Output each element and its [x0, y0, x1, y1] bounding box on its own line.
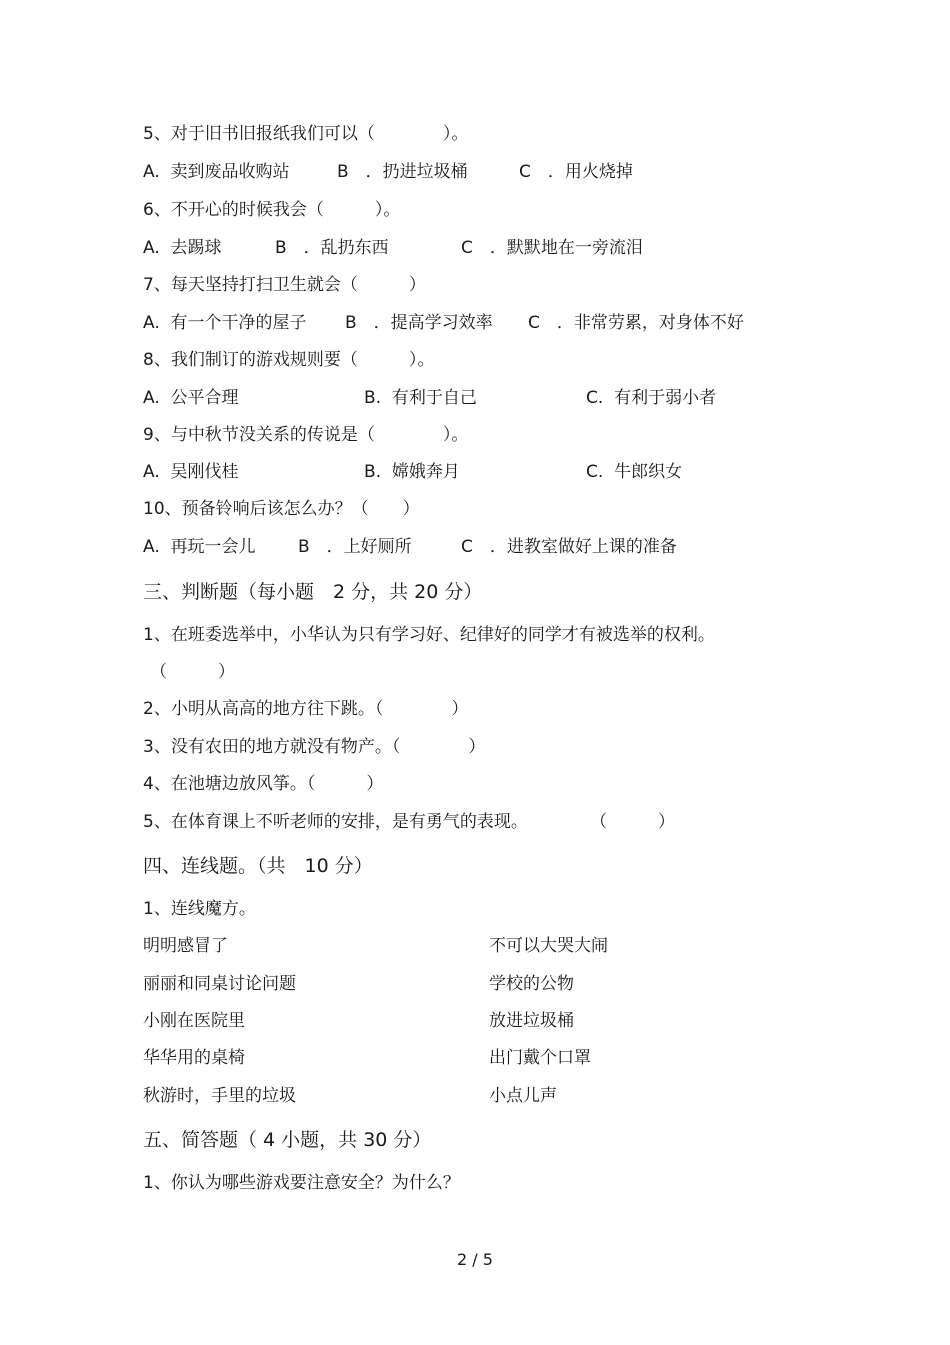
matching-title: 1、连线魔方。 [143, 899, 256, 919]
option-c: C. 牛郎织女 [586, 462, 683, 482]
option-b: B ．提高学习效率 [345, 313, 493, 333]
section-title-matching: 四、连线题。（共 10 分） [143, 855, 373, 877]
match-left-item: 秋游时，手里的垃圾 [143, 1086, 296, 1106]
option-b: B ．扔进垃圾桶 [337, 162, 468, 182]
judge-question-5: 5、在体育课上不听老师的安排，是有勇气的表现。 [143, 812, 528, 832]
match-right-item: 放进垃圾桶 [489, 1011, 574, 1031]
option-a: A. 去踢球 [143, 238, 222, 258]
option-a: A. 有一个干净的屋子 [143, 313, 307, 333]
option-a: A. 再玩一会儿 [143, 537, 256, 557]
match-right-item: 不可以大哭大闹 [489, 936, 608, 956]
page-number: 2 / 5 [457, 1250, 493, 1269]
match-left-item: 小刚在医院里 [143, 1011, 245, 1031]
match-right-item: 学校的公物 [489, 974, 574, 994]
match-left-item: 明明感冒了 [143, 936, 228, 956]
judge-question-4: 4、在池塘边放风筝。（ ） [143, 774, 384, 794]
option-c: C ．进教室做好上课的准备 [461, 537, 677, 557]
match-right-item: 出门戴个口罩 [489, 1048, 591, 1068]
question-10: 10、预备铃响后该怎么办？（ ） [143, 499, 420, 519]
match-right-item: 小点儿声 [489, 1086, 557, 1106]
option-c: C ．用火烧掉 [519, 162, 633, 182]
judge-question-2: 2、小明从高高的地方往下跳。（ ） [143, 699, 469, 719]
option-b: B ．上好厕所 [298, 537, 412, 557]
option-a: A. 公平合理 [143, 388, 239, 408]
question-8: 8、我们制订的游戏规则要（ ）。 [143, 350, 435, 370]
judge-answer-paren: （ ） [590, 812, 675, 832]
option-c: C. 有利于弱小者 [586, 388, 717, 408]
option-b: B. 嫦娥奔月 [364, 462, 460, 482]
short-answer-question-1: 1、你认为哪些游戏要注意安全？为什么？ [143, 1173, 460, 1193]
option-a: A. 卖到废品收购站 [143, 162, 290, 182]
question-9: 9、与中秋节没关系的传说是（ ）。 [143, 425, 469, 445]
judge-answer-paren: （ ） [150, 662, 235, 682]
option-b: B. 有利于自己 [364, 388, 477, 408]
question-7: 7、每天坚持打扫卫生就会（ ） [143, 275, 426, 295]
section-title-judge: 三、判断题（每小题 2 分，共 20 分） [143, 581, 483, 603]
judge-question-1: 1、在班委选举中，小华认为只有学习好、纪律好的同学才有被选举的权利。 [143, 625, 715, 645]
option-c: C ．默默地在一旁流泪 [461, 238, 643, 258]
judge-question-3: 3、没有农田的地方就没有物产。（ ） [143, 737, 486, 757]
question-5: 5、对于旧书旧报纸我们可以（ ）。 [143, 124, 469, 144]
option-b: B ．乱扔东西 [275, 238, 389, 258]
question-6: 6、不开心的时候我会（ ）。 [143, 200, 401, 220]
match-left-item: 丽丽和同桌讨论问题 [143, 974, 296, 994]
match-left-item: 华华用的桌椅 [143, 1048, 245, 1068]
section-title-short-answer: 五、简答题（ 4 小题，共 30 分） [143, 1129, 432, 1151]
option-a: A. 吴刚伐桂 [143, 462, 239, 482]
option-c: C ．非常劳累，对身体不好 [528, 313, 744, 333]
